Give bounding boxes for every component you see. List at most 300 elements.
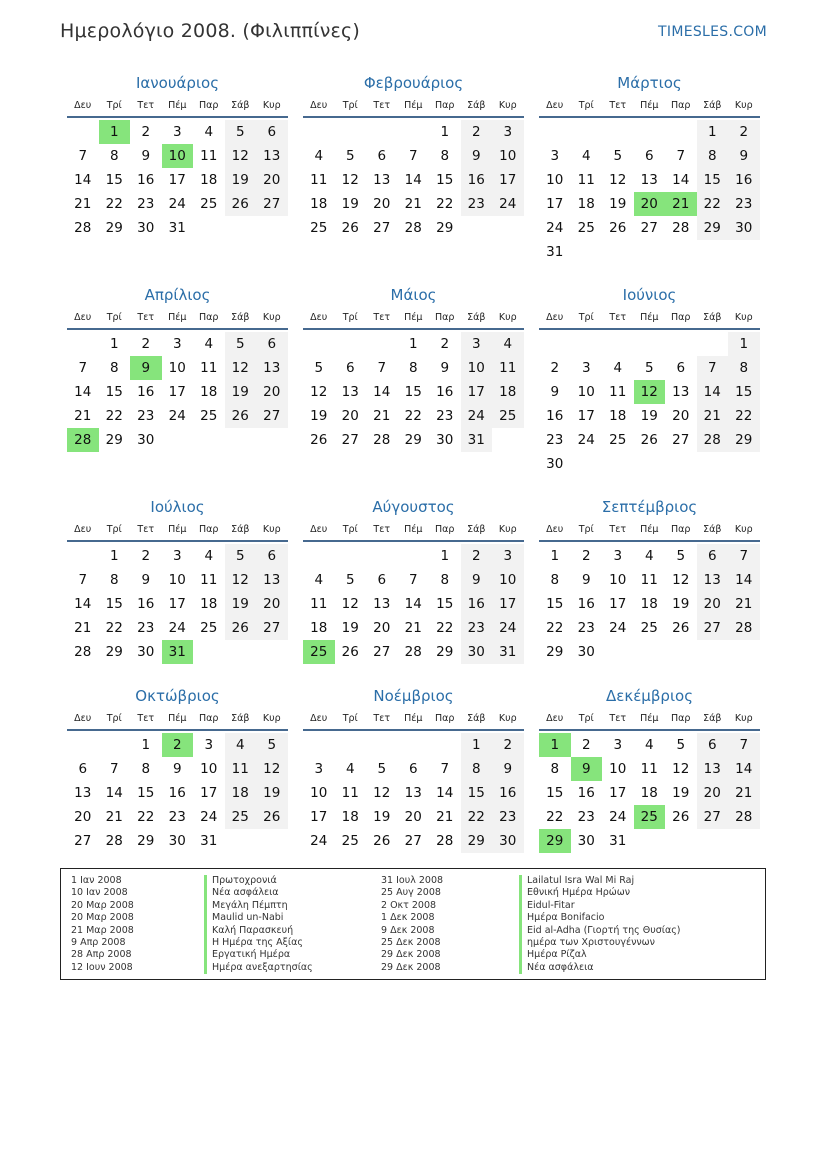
weekday-label: Δευ bbox=[546, 100, 564, 111]
day-cell: 23 bbox=[577, 620, 595, 636]
day-cell: 20 bbox=[697, 781, 729, 805]
holiday-day: 29 bbox=[539, 829, 571, 853]
day-cell: 21 bbox=[74, 196, 92, 212]
day-cell: 5 bbox=[345, 572, 355, 588]
weekday-label: Σάβ bbox=[467, 524, 486, 535]
day-cell: 23 bbox=[461, 616, 493, 640]
day-cell: 10 bbox=[609, 572, 627, 588]
day-cell: 4 bbox=[225, 733, 257, 757]
weekday-label: Πέμ bbox=[404, 312, 423, 323]
holiday-day: 1 bbox=[539, 733, 571, 757]
day-cell: 31 bbox=[461, 428, 493, 452]
day-cell: 4 bbox=[204, 548, 214, 564]
day-cell: 25 bbox=[640, 620, 658, 636]
weekday-label: Πέμ bbox=[404, 100, 423, 111]
day-cell: 18 bbox=[492, 380, 524, 404]
day-cell: 14 bbox=[74, 596, 92, 612]
weekday-label: Κυρ bbox=[498, 713, 517, 724]
day-cell: 16 bbox=[728, 168, 760, 192]
weekday-label: Παρ bbox=[199, 100, 219, 111]
day-grid bbox=[539, 544, 760, 664]
weekday-label: Παρ bbox=[199, 312, 219, 323]
day-cell: 3 bbox=[172, 548, 182, 564]
weekday-label: Σάβ bbox=[231, 312, 250, 323]
weekday-label: Τετ bbox=[609, 100, 627, 111]
day-cell: 6 bbox=[408, 761, 418, 777]
day-cell: 25 bbox=[200, 408, 218, 424]
day-grid bbox=[303, 544, 524, 664]
weekday-label: Τρί bbox=[578, 713, 594, 724]
month-name: Απρίλιος bbox=[144, 286, 211, 304]
day-cell: 28 bbox=[672, 220, 690, 236]
month-calendar bbox=[303, 73, 524, 240]
day-cell: 26 bbox=[609, 220, 627, 236]
day-cell: 6 bbox=[256, 544, 288, 568]
day-cell: 4 bbox=[644, 737, 654, 753]
weekday-label: Τετ bbox=[373, 713, 391, 724]
day-cell: 30 bbox=[461, 640, 493, 664]
day-cell: 14 bbox=[697, 380, 729, 404]
day-cell: 30 bbox=[137, 432, 155, 448]
weekday-header bbox=[303, 522, 524, 542]
legend-holiday-name: Ημέρα ανεξαρτησίας bbox=[204, 962, 313, 974]
empty-cell bbox=[398, 544, 430, 568]
day-grid bbox=[303, 120, 524, 240]
legend-holiday-name: Η Ημέρα της Αξίας bbox=[204, 937, 313, 949]
day-cell: 18 bbox=[577, 196, 595, 212]
day-cell: 9 bbox=[581, 572, 591, 588]
day-cell: 7 bbox=[377, 360, 387, 376]
day-cell: 16 bbox=[546, 408, 564, 424]
day-cell: 2 bbox=[728, 120, 760, 144]
weekday-label: Τετ bbox=[137, 713, 155, 724]
day-cell: 5 bbox=[345, 148, 355, 164]
day-cell: 23 bbox=[546, 432, 564, 448]
day-cell: 13 bbox=[341, 384, 359, 400]
weekday-label: Τρί bbox=[578, 524, 594, 535]
day-cell: 26 bbox=[373, 833, 391, 849]
weekday-label: Παρ bbox=[435, 100, 455, 111]
day-cell: 10 bbox=[168, 572, 186, 588]
day-cell: 19 bbox=[225, 592, 257, 616]
day-cell: 12 bbox=[256, 757, 288, 781]
legend-holiday-name: Lailatul Isra Wal Mi Raj bbox=[519, 875, 681, 887]
day-cell: 23 bbox=[137, 408, 155, 424]
day-grid bbox=[539, 332, 760, 476]
day-cell: 16 bbox=[168, 785, 186, 801]
month-calendar bbox=[539, 285, 760, 476]
legend-date: 28 Απρ 2008 bbox=[71, 949, 132, 961]
day-cell: 8 bbox=[550, 572, 560, 588]
day-cell: 3 bbox=[492, 120, 524, 144]
day-cell: 13 bbox=[256, 568, 288, 592]
day-grid bbox=[67, 120, 288, 240]
weekday-header bbox=[539, 522, 760, 542]
weekday-label: Τετ bbox=[373, 100, 391, 111]
weekday-label: Δευ bbox=[310, 524, 328, 535]
day-cell: 26 bbox=[225, 404, 257, 428]
day-grid bbox=[303, 332, 524, 452]
weekday-label: Δευ bbox=[74, 524, 92, 535]
day-cell: 4 bbox=[314, 572, 324, 588]
day-cell: 3 bbox=[613, 548, 623, 564]
day-grid bbox=[539, 733, 760, 853]
day-cell: 28 bbox=[74, 220, 92, 236]
weekday-label: Τετ bbox=[373, 524, 391, 535]
day-cell: 15 bbox=[697, 168, 729, 192]
legend-holiday-name: Ημέρα Ρίζαλ bbox=[519, 949, 681, 961]
weekday-label: Πέμ bbox=[168, 312, 187, 323]
day-cell: 21 bbox=[404, 196, 422, 212]
weekday-label: Πέμ bbox=[168, 100, 187, 111]
day-cell: 21 bbox=[74, 620, 92, 636]
day-cell: 12 bbox=[341, 172, 359, 188]
empty-cell bbox=[67, 733, 99, 757]
holiday-day: 28 bbox=[67, 428, 99, 452]
brand-link[interactable]: TIMESLES.COM bbox=[658, 24, 767, 40]
weekday-label: Παρ bbox=[671, 100, 691, 111]
weekday-label: Δευ bbox=[546, 312, 564, 323]
day-cell: 18 bbox=[310, 620, 328, 636]
day-cell: 23 bbox=[168, 809, 186, 825]
day-cell: 2 bbox=[141, 548, 151, 564]
day-cell: 28 bbox=[728, 805, 760, 829]
weekday-label: Πέμ bbox=[640, 713, 659, 724]
day-cell: 30 bbox=[168, 833, 186, 849]
day-cell: 11 bbox=[640, 572, 658, 588]
empty-cell bbox=[398, 120, 430, 144]
day-cell: 3 bbox=[172, 124, 182, 140]
day-cell: 11 bbox=[200, 572, 218, 588]
legend-dates-left bbox=[71, 875, 134, 974]
day-cell: 6 bbox=[377, 572, 387, 588]
empty-cell bbox=[634, 120, 666, 144]
weekday-label: Πέμ bbox=[404, 713, 423, 724]
holiday-day: 10 bbox=[162, 144, 194, 168]
empty-cell bbox=[335, 544, 367, 568]
legend-holiday-name: Εργατική Ημέρα bbox=[204, 949, 313, 961]
day-cell: 9 bbox=[172, 761, 182, 777]
day-cell: 17 bbox=[168, 596, 186, 612]
day-cell: 22 bbox=[105, 620, 123, 636]
day-cell: 17 bbox=[546, 196, 564, 212]
day-cell: 13 bbox=[640, 172, 658, 188]
day-cell: 31 bbox=[168, 220, 186, 236]
day-cell: 13 bbox=[672, 384, 690, 400]
weekday-label: Τετ bbox=[137, 100, 155, 111]
day-cell: 28 bbox=[728, 616, 760, 640]
day-cell: 16 bbox=[137, 596, 155, 612]
day-cell: 30 bbox=[728, 216, 760, 240]
day-cell: 31 bbox=[609, 833, 627, 849]
weekday-label: Κυρ bbox=[498, 312, 517, 323]
weekday-label: Δευ bbox=[310, 100, 328, 111]
day-cell: 10 bbox=[609, 761, 627, 777]
day-cell: 27 bbox=[672, 432, 690, 448]
month-name: Αύγουστος bbox=[372, 498, 455, 516]
empty-cell bbox=[429, 733, 461, 757]
day-cell: 22 bbox=[404, 408, 422, 424]
day-cell: 18 bbox=[609, 408, 627, 424]
day-cell: 13 bbox=[74, 785, 92, 801]
day-cell: 24 bbox=[492, 192, 524, 216]
day-cell: 29 bbox=[404, 432, 422, 448]
day-cell: 11 bbox=[492, 356, 524, 380]
day-cell: 10 bbox=[200, 761, 218, 777]
day-cell: 2 bbox=[581, 548, 591, 564]
weekday-label: Κυρ bbox=[498, 524, 517, 535]
day-cell: 20 bbox=[672, 408, 690, 424]
empty-cell bbox=[665, 332, 697, 356]
day-cell: 11 bbox=[200, 148, 218, 164]
day-cell: 7 bbox=[109, 761, 119, 777]
day-cell: 22 bbox=[137, 809, 155, 825]
day-cell: 11 bbox=[577, 172, 595, 188]
day-cell: 3 bbox=[172, 336, 182, 352]
day-cell: 1 bbox=[728, 332, 760, 356]
legend-names-right bbox=[519, 875, 681, 974]
day-cell: 8 bbox=[109, 572, 119, 588]
legend-holiday-name: Ημέρα Bonifacio bbox=[519, 912, 681, 924]
day-cell: 24 bbox=[609, 809, 627, 825]
weekday-label: Τρί bbox=[106, 312, 122, 323]
day-cell: 12 bbox=[225, 144, 257, 168]
holiday-day: 9 bbox=[571, 757, 603, 781]
day-cell: 3 bbox=[492, 544, 524, 568]
day-cell: 15 bbox=[404, 384, 422, 400]
day-cell: 10 bbox=[168, 360, 186, 376]
weekday-header bbox=[67, 98, 288, 118]
weekday-label: Δευ bbox=[546, 524, 564, 535]
day-cell: 22 bbox=[697, 192, 729, 216]
day-cell: 17 bbox=[609, 785, 627, 801]
day-cell: 5 bbox=[676, 548, 686, 564]
weekday-label: Πέμ bbox=[404, 524, 423, 535]
weekday-label: Σάβ bbox=[467, 312, 486, 323]
day-cell: 9 bbox=[550, 384, 560, 400]
empty-cell bbox=[366, 544, 398, 568]
legend-date: 20 Μαρ 2008 bbox=[71, 912, 134, 924]
day-cell: 30 bbox=[137, 220, 155, 236]
day-cell: 19 bbox=[225, 380, 257, 404]
weekday-label: Σάβ bbox=[231, 524, 250, 535]
day-cell: 27 bbox=[404, 833, 422, 849]
day-cell: 10 bbox=[492, 144, 524, 168]
day-cell: 20 bbox=[697, 592, 729, 616]
day-cell: 19 bbox=[640, 408, 658, 424]
day-cell: 13 bbox=[697, 757, 729, 781]
day-cell: 17 bbox=[577, 408, 595, 424]
weekday-label: Σάβ bbox=[467, 713, 486, 724]
empty-cell bbox=[303, 733, 335, 757]
empty-cell bbox=[335, 120, 367, 144]
day-cell: 8 bbox=[697, 144, 729, 168]
day-cell: 18 bbox=[640, 596, 658, 612]
day-cell: 7 bbox=[728, 733, 760, 757]
day-cell: 11 bbox=[609, 384, 627, 400]
day-cell: 21 bbox=[697, 404, 729, 428]
month-calendar bbox=[67, 497, 288, 664]
day-cell: 11 bbox=[640, 761, 658, 777]
empty-cell bbox=[303, 544, 335, 568]
empty-cell bbox=[366, 332, 398, 356]
day-cell: 27 bbox=[697, 805, 729, 829]
weekday-label: Σάβ bbox=[703, 524, 722, 535]
day-cell: 21 bbox=[373, 408, 391, 424]
day-cell: 24 bbox=[310, 833, 328, 849]
weekday-label: Σάβ bbox=[231, 713, 250, 724]
weekday-label: Πέμ bbox=[168, 713, 187, 724]
day-cell: 6 bbox=[256, 120, 288, 144]
day-cell: 30 bbox=[577, 833, 595, 849]
weekday-label: Παρ bbox=[671, 312, 691, 323]
day-cell: 27 bbox=[697, 616, 729, 640]
day-cell: 1 bbox=[550, 548, 560, 564]
day-cell: 11 bbox=[225, 757, 257, 781]
holiday-legend bbox=[60, 868, 766, 980]
day-cell: 30 bbox=[546, 456, 564, 472]
day-cell: 19 bbox=[225, 168, 257, 192]
day-cell: 15 bbox=[105, 172, 123, 188]
day-cell: 1 bbox=[697, 120, 729, 144]
day-cell: 24 bbox=[546, 220, 564, 236]
empty-cell bbox=[67, 120, 99, 144]
month-name: Νοέμβριος bbox=[373, 687, 454, 705]
day-cell: 2 bbox=[550, 360, 560, 376]
day-cell: 7 bbox=[676, 148, 686, 164]
day-cell: 27 bbox=[341, 432, 359, 448]
day-cell: 13 bbox=[256, 144, 288, 168]
day-cell: 31 bbox=[492, 640, 524, 664]
weekday-label: Τρί bbox=[106, 713, 122, 724]
day-cell: 6 bbox=[697, 544, 729, 568]
weekday-label: Τρί bbox=[106, 524, 122, 535]
legend-date: 29 Δεκ 2008 bbox=[381, 949, 441, 961]
day-cell: 18 bbox=[200, 384, 218, 400]
day-cell: 2 bbox=[492, 733, 524, 757]
day-cell: 17 bbox=[168, 384, 186, 400]
day-cell: 7 bbox=[78, 148, 88, 164]
month-calendar bbox=[303, 497, 524, 664]
legend-holiday-name: ημέρα των Χριστουγέννων bbox=[519, 937, 681, 949]
holiday-day: 20 bbox=[634, 192, 666, 216]
day-cell: 30 bbox=[492, 829, 524, 853]
day-cell: 8 bbox=[141, 761, 151, 777]
day-cell: 17 bbox=[609, 596, 627, 612]
day-cell: 22 bbox=[546, 620, 564, 636]
holiday-day: 12 bbox=[634, 380, 666, 404]
legend-date: 31 Ιουλ 2008 bbox=[381, 875, 444, 886]
day-cell: 29 bbox=[436, 220, 454, 236]
legend-holiday-name: Maulid un-Nabi bbox=[204, 912, 313, 924]
legend-date: 25 Δεκ 2008 bbox=[381, 937, 441, 949]
day-cell: 15 bbox=[728, 380, 760, 404]
day-cell: 19 bbox=[310, 408, 328, 424]
day-cell: 23 bbox=[137, 620, 155, 636]
day-cell: 18 bbox=[200, 596, 218, 612]
month-calendar bbox=[539, 686, 760, 853]
day-cell: 17 bbox=[168, 172, 186, 188]
day-cell: 12 bbox=[310, 384, 328, 400]
month-name: Μάιος bbox=[390, 286, 437, 304]
day-cell: 9 bbox=[728, 144, 760, 168]
weekday-label: Τρί bbox=[342, 713, 358, 724]
empty-cell bbox=[634, 332, 666, 356]
day-cell: 23 bbox=[577, 809, 595, 825]
day-cell: 22 bbox=[105, 408, 123, 424]
month-calendar bbox=[303, 285, 524, 452]
weekday-label: Τρί bbox=[342, 524, 358, 535]
holiday-day: 21 bbox=[665, 192, 697, 216]
day-cell: 21 bbox=[404, 620, 422, 636]
month-name: Ιούλιος bbox=[150, 498, 205, 516]
weekday-label: Κυρ bbox=[498, 100, 517, 111]
empty-cell bbox=[366, 120, 398, 144]
weekday-label: Τετ bbox=[373, 312, 391, 323]
day-cell: 23 bbox=[461, 192, 493, 216]
day-cell: 20 bbox=[256, 380, 288, 404]
day-grid bbox=[67, 332, 288, 452]
day-cell: 27 bbox=[256, 404, 288, 428]
weekday-label: Σάβ bbox=[703, 312, 722, 323]
holiday-day: 31 bbox=[162, 640, 194, 664]
day-cell: 17 bbox=[461, 380, 493, 404]
weekday-label: Σάβ bbox=[703, 713, 722, 724]
day-cell: 13 bbox=[373, 596, 391, 612]
legend-date: 1 Ιαν 2008 bbox=[71, 875, 122, 886]
day-cell: 1 bbox=[109, 548, 119, 564]
day-cell: 8 bbox=[440, 148, 450, 164]
day-cell: 12 bbox=[609, 172, 627, 188]
empty-cell bbox=[539, 332, 571, 356]
day-cell: 14 bbox=[672, 172, 690, 188]
day-cell: 24 bbox=[492, 616, 524, 640]
empty-cell bbox=[303, 332, 335, 356]
month-name: Μάρτιος bbox=[617, 74, 682, 92]
day-cell: 8 bbox=[550, 761, 560, 777]
day-cell: 5 bbox=[314, 360, 324, 376]
day-cell: 26 bbox=[225, 616, 257, 640]
weekday-label: Τρί bbox=[342, 312, 358, 323]
weekday-label: Παρ bbox=[199, 713, 219, 724]
weekday-header bbox=[303, 98, 524, 118]
day-cell: 18 bbox=[225, 781, 257, 805]
day-cell: 10 bbox=[492, 568, 524, 592]
day-cell: 16 bbox=[461, 168, 493, 192]
weekday-label: Παρ bbox=[435, 713, 455, 724]
weekday-label: Πέμ bbox=[640, 100, 659, 111]
weekday-label: Κυρ bbox=[734, 312, 753, 323]
weekday-label: Κυρ bbox=[734, 100, 753, 111]
empty-cell bbox=[335, 332, 367, 356]
day-cell: 6 bbox=[644, 148, 654, 164]
day-cell: 26 bbox=[256, 805, 288, 829]
day-cell: 27 bbox=[640, 220, 658, 236]
day-cell: 24 bbox=[461, 404, 493, 428]
day-cell: 15 bbox=[436, 596, 454, 612]
day-cell: 2 bbox=[440, 336, 450, 352]
empty-cell bbox=[539, 120, 571, 144]
day-cell: 30 bbox=[137, 644, 155, 660]
day-cell: 14 bbox=[373, 384, 391, 400]
month-name: Φεβρουάριος bbox=[363, 74, 464, 92]
day-cell: 10 bbox=[310, 785, 328, 801]
weekday-label: Δευ bbox=[310, 713, 328, 724]
day-cell: 22 bbox=[436, 196, 454, 212]
legend-date: 9 Απρ 2008 bbox=[71, 937, 126, 949]
day-cell: 24 bbox=[609, 620, 627, 636]
weekday-label: Παρ bbox=[671, 713, 691, 724]
